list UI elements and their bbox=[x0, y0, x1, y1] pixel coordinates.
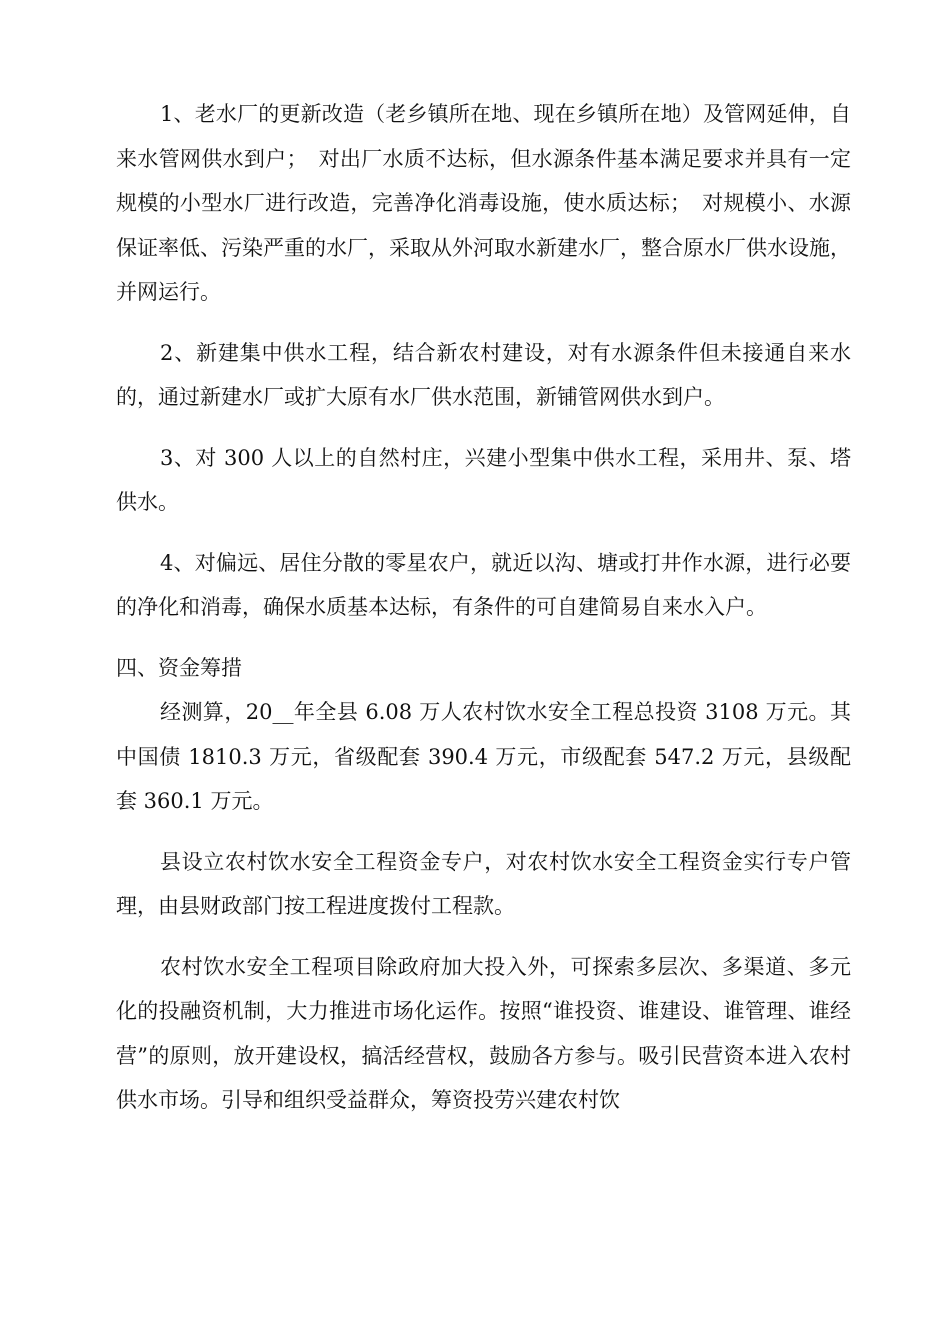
paragraph-3: 3、对 300 人以上的自然村庄，兴建小型集中供水工程，采用井、泵、塔供水。 bbox=[116, 445, 851, 514]
paragraph-4: 4、对偏远、居住分散的零星农户，就近以沟、塘或打井作水源，进行必要的净化和消毒，确保水质基本达标，有条件的可自建简易自来水入户。 bbox=[116, 550, 851, 619]
section-heading: 四、资金筹措 bbox=[116, 655, 242, 680]
document-page bbox=[116, 92, 851, 1123]
paragraph-2: 2、新建集中供水工程，结合新农村建设，对有水源条件但未接通自来水的，通过新建水厂或扩大原有水厂供水范围，新铺管网供水到户。 bbox=[116, 340, 851, 409]
paragraph-1: 1、老水厂的更新改造（老乡镇所在地、现在乡镇所在地）及管网延伸，自来水管网供水到户； 对出厂水质不达标，但水源条件基本满足要求并具有一定规模的小型水厂进行改造，完善净化消毒设施，使水质达标； 对规模小、水源保证率低、污染严重的水厂，采取从外河取水新建水厂，整合原水厂供水设施，并网运行。 bbox=[116, 102, 851, 304]
paragraph-5: 经测算，20__年全县 6.08 万人农村饮水安全工程总投资 3108 万元。其中国债 1810.3 万元，省级配套 390.4 万元，市级配套 547.2 万元，县级配套 360.1 万元。 bbox=[116, 700, 851, 813]
paragraph-6: 县设立农村饮水安全工程资金专户，对农村饮水安全工程资金实行专户管理，由县财政部门按工程进度拨付工程款。 bbox=[116, 849, 851, 918]
paragraph-7: 农村饮水安全工程项目除政府加大投入外，可探索多层次、多渠道、多元化的投融资机制，大力推进市场化运作。按照“谁投资、谁建设、谁管理、谁经营”的原则，放开建设权，搞活经营权，鼓励各方参与。吸引民营资本进入农村供水市场。引导和组织受益群众，筹资投劳兴建农村饮 bbox=[116, 954, 851, 1112]
